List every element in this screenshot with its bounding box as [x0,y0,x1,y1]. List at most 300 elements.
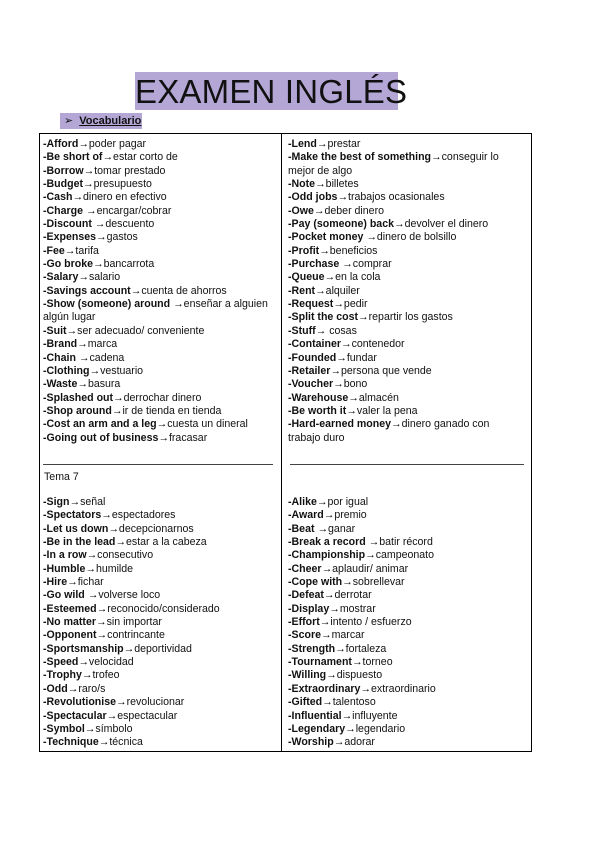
vocab-term: -Esteemed [43,602,97,615]
vocab-definition: trofeo [92,669,120,682]
vocab-definition: revolucionar [126,696,185,709]
vocab-definition: deber dinero [324,204,384,217]
vocab-term: -Profit [288,244,320,257]
vocabulary-heading [60,113,142,129]
vocab-term: -Salary [43,271,79,284]
vocab-definition: derrotar [334,589,372,602]
vocab-term: -Owe [288,204,314,217]
vocab-term: -Spectators [43,509,102,522]
vocab-definition: bancarrota [103,258,155,271]
vocab-definition: billetes [325,178,359,191]
vocab-term: -Influential [288,709,342,722]
vocab-term: -Revolutionise [43,696,116,709]
vocab-entry [43,736,278,749]
arrow-icon: → [72,191,84,204]
section1-right-column [288,138,510,445]
arrow-icon: → [101,509,112,522]
vocab-term: -Cost an arm and a leg [43,418,157,431]
vocab-entry [288,205,510,218]
vocab-entry [288,603,510,616]
vocabulary-label: Vocabulario [79,115,142,127]
vocab-entry [43,576,278,589]
vocab-definition: por igual [327,496,369,508]
vocab-entry [288,151,510,178]
vocab-entry [43,285,278,298]
vocab-entry [288,710,510,723]
vocab-definition: ganar [328,522,356,535]
page-title: EXAMEN INGLÉS [135,73,408,110]
vocab-term: -Alike [288,496,317,508]
vocab-definition: dinero en efectivo [83,191,167,204]
vocab-entry [288,191,510,204]
vocab-definition: enseñar a alguien algún lugar [43,298,268,324]
arrow-icon: → [320,629,332,642]
vocab-entry [43,392,278,405]
vocab-term: -Shop around [43,404,112,417]
vocab-entry [288,378,510,391]
vocab-term: -Cheer [288,562,322,575]
vocab-entry [43,496,278,509]
vocab-term: -Container [288,338,341,351]
arrow-icon: → [319,616,331,629]
vocab-entry [43,245,278,258]
vocab-term: -Tournament [288,656,352,669]
arrow-icon: → [348,391,359,404]
arrow-icon: → [96,231,107,244]
vocab-definition: fortaleza [345,642,387,655]
vocab-term: -Brand [43,338,78,351]
vocab-entry [43,603,278,616]
vocab-entry [288,218,510,231]
vocab-entry [288,616,510,629]
vocab-definition: reconocido/considerado [107,602,220,615]
arrow-icon: → [330,364,341,377]
vocab-term: -Pocket money [288,231,367,244]
vocab-term: -Defeat [288,589,324,602]
vocab-definition: batir récord [379,536,433,549]
arrow-icon: → [156,418,168,431]
arrow-icon: → [351,656,363,669]
vocab-term: -Founded [288,351,337,364]
vocab-term: -Go wild [43,589,88,602]
vocab-entry [288,736,510,749]
arrow-icon: → [335,642,346,655]
vocab-definition: gastos [106,231,138,244]
arrow-icon: → [173,298,184,311]
vocab-entry [288,643,510,656]
arrow-icon: → [108,522,119,535]
vocab-term: -Strength [288,642,336,655]
arrow-icon: → [316,138,328,150]
vocab-definition: estar corto de [113,151,178,164]
vocab-entry [43,536,278,549]
vocab-definition: humilde [95,562,134,575]
arrow-icon: → [113,391,124,404]
vocab-term: -Be short of [43,151,103,164]
vocab-definition: fundar [346,351,377,364]
vocab-definition: cuesta un dineral [167,418,248,431]
vocab-entry [288,298,510,311]
vocab-term: -Hire [43,576,68,589]
arrow-icon: → [87,589,99,602]
vocab-term: -Legendary [288,722,346,735]
vocab-term: -Rent [288,284,316,297]
vocab-entry [43,723,278,736]
arrow-icon: → [93,258,104,271]
vocab-entry [288,418,510,445]
vocab-definition: adorar [344,736,375,749]
arrow-icon: → [78,351,90,364]
vocab-entry [43,656,278,669]
vocab-entry [43,365,278,378]
vocab-entry [43,271,278,284]
vocab-definition: decepcionarnos [118,522,194,535]
vocab-term: -Effort [288,616,320,629]
arrow-icon: → [89,364,101,377]
vocab-entry [43,151,278,164]
vocab-entry [288,536,510,549]
vocab-definition: extraordinario [371,682,436,695]
vocab-term: -Request [288,298,334,311]
vocab-definition: beneficios [329,244,378,257]
vocab-term: -Suit [43,324,67,337]
arrow-icon: → [366,231,377,244]
left-separator [43,464,273,465]
arrow-icon: → [323,589,335,602]
vocab-entry [288,245,510,258]
arrow-icon: → [326,669,337,682]
vocab-term: -Split the cost [288,311,359,324]
vocab-definition: poder pagar [88,138,147,150]
arrow-icon: → [360,682,372,695]
vocab-entry [288,523,510,536]
arrow-icon: → [337,191,349,204]
arrow-icon: → [86,549,98,562]
vocab-definition: presupuesto [93,178,152,191]
vocab-term: -Waste [43,378,78,391]
section1-left-column [43,138,278,445]
vocab-definition: valer la pena [356,404,418,417]
vocab-entry [288,392,510,405]
vocab-entry [288,325,510,338]
arrow-icon: → [323,509,335,522]
vocab-entry [43,563,278,576]
vocab-definition: cadena [89,351,125,364]
vocab-definition: talentoso [332,696,376,709]
vocab-entry [43,523,278,536]
vocab-definition: símbolo [95,722,133,735]
arrow-icon: → [85,204,97,217]
arrow-icon: → [317,522,329,535]
vocab-entry [288,271,510,284]
vocab-term: -Award [288,509,324,522]
vocab-term: -Opponent [43,629,97,642]
vocab-term: -Warehouse [288,391,349,404]
arrow-icon: → [315,178,326,191]
tema-label: Tema 7 [44,471,79,483]
vocab-entry [288,656,510,669]
vocab-entry [43,298,278,325]
vocab-term: -Cash [43,191,73,204]
arrow-icon: → [315,324,327,337]
vocab-entry [288,311,510,324]
vocab-term: -Speed [43,656,79,669]
vocab-term: -Gifted [288,696,323,709]
arrow-icon: → [322,696,333,709]
vocab-definition: tomar prestado [94,164,166,177]
arrow-icon: → [83,178,94,191]
arrow-icon: → [123,642,135,655]
vocab-definition: tarifa [75,244,99,257]
vocab-definition: aplaudir/ animar [332,562,409,575]
vocab-entry [288,563,510,576]
vocab-term: -Expenses [43,231,96,244]
arrow-icon: → [66,324,78,337]
vocab-term: -Odd [43,682,68,695]
vocab-entry [288,723,510,736]
vocab-term: -Savings account [43,284,131,297]
vocab-entry [43,710,278,723]
vocab-term: -Sign [43,496,70,508]
vocab-definition: deportividad [134,642,192,655]
vocab-definition: contrincante [107,629,165,642]
vocab-term: -Show (someone) around [43,298,174,311]
vocab-term: -Chain [43,351,79,364]
vocab-definition: repartir los gastos [368,311,453,324]
vocab-entry [43,205,278,218]
vocab-term: -No matter [43,616,96,629]
arrow-icon: → [115,536,126,549]
arrow-icon: → [83,164,95,177]
arrow-icon: → [368,536,380,549]
vocab-entry [288,589,510,602]
vocab-term: -Be in the lead [43,536,116,549]
vocab-term: -Hard-earned money [288,418,392,431]
vocab-definition: torneo [362,656,393,669]
arrow-icon: → [95,616,107,629]
vocab-entry [43,643,278,656]
vocab-definition: marca [87,338,118,351]
vocab-term: -Purchase [288,258,343,271]
vocab-entry [288,352,510,365]
arrow-icon: → [342,258,353,271]
vocab-term: -Score [288,629,321,642]
vocab-entry [288,576,510,589]
arrow-icon: → [81,669,93,682]
section2-left-column [43,496,278,750]
vocab-definition: prestar [327,138,361,150]
vocab-term: -Odd jobs [288,191,338,204]
vocab-definition: ser adecuado/ conveniente [77,324,205,337]
vocab-term: -Make the best of something [288,151,432,164]
vocab-term: -Pay (someone) back [288,218,394,231]
vocab-term: -Retailer [288,364,331,377]
arrow-icon: → [77,338,88,351]
arrow-icon: → [67,576,78,589]
arrow-icon: → [78,138,89,150]
vocab-entry [43,616,278,629]
vocab-term: -Discount [43,218,95,231]
arrow-icon: → [77,378,88,391]
vocab-definition: cuenta de ahorros [141,284,227,297]
arrow-icon: → [94,218,106,231]
vocab-definition: contenedor [351,338,405,351]
arrow-icon: → [340,338,352,351]
vocab-definition: señal [80,496,106,508]
vocab-entry [43,549,278,562]
vocab-definition: dispuesto [336,669,383,682]
vocab-definition: dinero ganado con trabajo duro [288,418,490,444]
vocab-entry [288,258,510,271]
arrow-icon: → [102,151,114,164]
vocab-definition: vestuario [100,364,144,377]
vocab-entry [43,338,278,351]
vocab-term: -Going out of business [43,431,159,444]
vocab-definition: derrochar dinero [123,391,202,404]
arrow-bullet-icon: ➢ [64,115,74,127]
vocab-term: -Championship [288,549,366,562]
vocab-entry [288,669,510,682]
vocab-entry [288,509,510,522]
vocab-definition: sobrellevar [352,576,405,589]
vocab-term: -Afford [43,138,79,150]
vocab-term: -Sportsmanship [43,642,124,655]
arrow-icon: → [78,656,89,669]
arrow-icon: → [98,736,110,749]
arrow-icon: → [69,496,81,508]
vocab-definition: intento / esfuerzo [330,616,412,629]
vocab-definition: volverse loco [98,589,161,602]
vocab-entry [43,509,278,522]
vocab-definition: campeonato [375,549,435,562]
vocab-definition: fracasar [168,431,208,444]
vocab-term: -Budget [43,178,84,191]
arrow-icon: → [365,549,376,562]
arrow-icon: → [96,602,108,615]
arrow-icon: → [346,404,357,417]
vocab-definition: marcar [331,629,365,642]
vocab-definition: raro/s [78,682,106,695]
vocab-definition: técnica [109,736,143,749]
arrow-icon: → [333,378,344,391]
vocab-definition: pedir [343,298,368,311]
vocab-definition: trabajos ocasionales [348,191,445,204]
vocab-entry [288,629,510,642]
arrow-icon: → [84,722,96,735]
column-divider [281,133,282,752]
vocab-term: -Note [288,178,316,191]
vocab-definition: en la cola [335,271,381,284]
vocab-term: -Worship [288,736,334,749]
vocab-term: -Queue [288,271,325,284]
arrow-icon: → [329,602,340,615]
vocab-definition: cosas [326,324,357,337]
vocab-term: -Voucher [288,378,334,391]
vocab-term: -Cope with [288,576,343,589]
arrow-icon: → [316,496,328,508]
vocab-definition: premio [334,509,367,522]
arrow-icon: → [116,696,127,709]
vocab-term: -Let us down [43,522,109,535]
arrow-icon: → [315,284,326,297]
section2-right-column [288,496,510,750]
vocab-term: -Fee [43,244,65,257]
arrow-icon: → [64,244,76,257]
vocab-entry [288,365,510,378]
vocab-definition: bono [343,378,368,391]
vocab-entry [43,683,278,696]
vocab-term: -Technique [43,736,99,749]
arrow-icon: → [78,271,89,284]
vocab-term: -Go broke [43,258,94,271]
vocab-definition: dinero de bolsillo [376,231,457,244]
vocab-entry [288,696,510,709]
vocab-term: -Beat [288,522,318,535]
vocab-definition: encargar/cobrar [96,204,172,217]
vocab-term: -Lend [288,138,317,150]
arrow-icon: → [324,271,336,284]
vocab-entry [288,496,510,509]
right-separator [290,464,524,465]
vocab-entry [288,405,510,418]
arrow-icon: → [111,404,123,417]
arrow-icon: → [319,244,330,257]
vocab-entry [43,165,278,178]
vocab-definition: espectadores [111,509,176,522]
vocab-term: -Stuff [288,324,316,337]
vocab-entry [288,178,510,191]
vocab-entry [288,138,510,151]
arrow-icon: → [333,298,344,311]
arrow-icon: → [345,722,356,735]
vocab-entry [288,683,510,696]
vocab-term: -Extraordinary [288,682,361,695]
vocab-term: -Willing [288,669,327,682]
vocab-entry [43,432,278,445]
vocab-definition: persona que vende [340,364,432,377]
arrow-icon: → [341,709,353,722]
vocab-entry [288,285,510,298]
arrow-icon: → [393,218,405,231]
vocab-entry [43,589,278,602]
vocab-definition: basura [87,378,121,391]
vocab-term: -Spectacular [43,709,107,722]
arrow-icon: → [391,418,402,431]
arrow-icon: → [321,562,333,575]
vocab-definition: sin importar [106,616,162,629]
vocab-term: -Borrow [43,164,84,177]
vocab-definition: almacén [358,391,399,404]
vocab-entry [43,231,278,244]
vocab-definition: influyente [352,709,398,722]
vocab-term: -In a row [43,549,87,562]
arrow-icon: → [431,151,442,164]
arrow-icon: → [313,204,325,217]
vocab-definition: descuento [105,218,155,231]
arrow-icon: → [333,736,345,749]
vocab-term: -Break a record [288,536,369,549]
vocab-definition: conseguir lo mejor de algo [288,151,499,177]
vocab-entry [43,696,278,709]
vocab-definition: espectacular [117,709,178,722]
vocab-definition: mostrar [339,602,376,615]
arrow-icon: → [158,431,169,444]
vocab-entry [43,405,278,418]
vocab-definition: alquiler [325,284,360,297]
vocab-entry [43,629,278,642]
vocab-definition: comprar [352,258,392,271]
vocab-definition: estar a la cabeza [126,536,207,549]
